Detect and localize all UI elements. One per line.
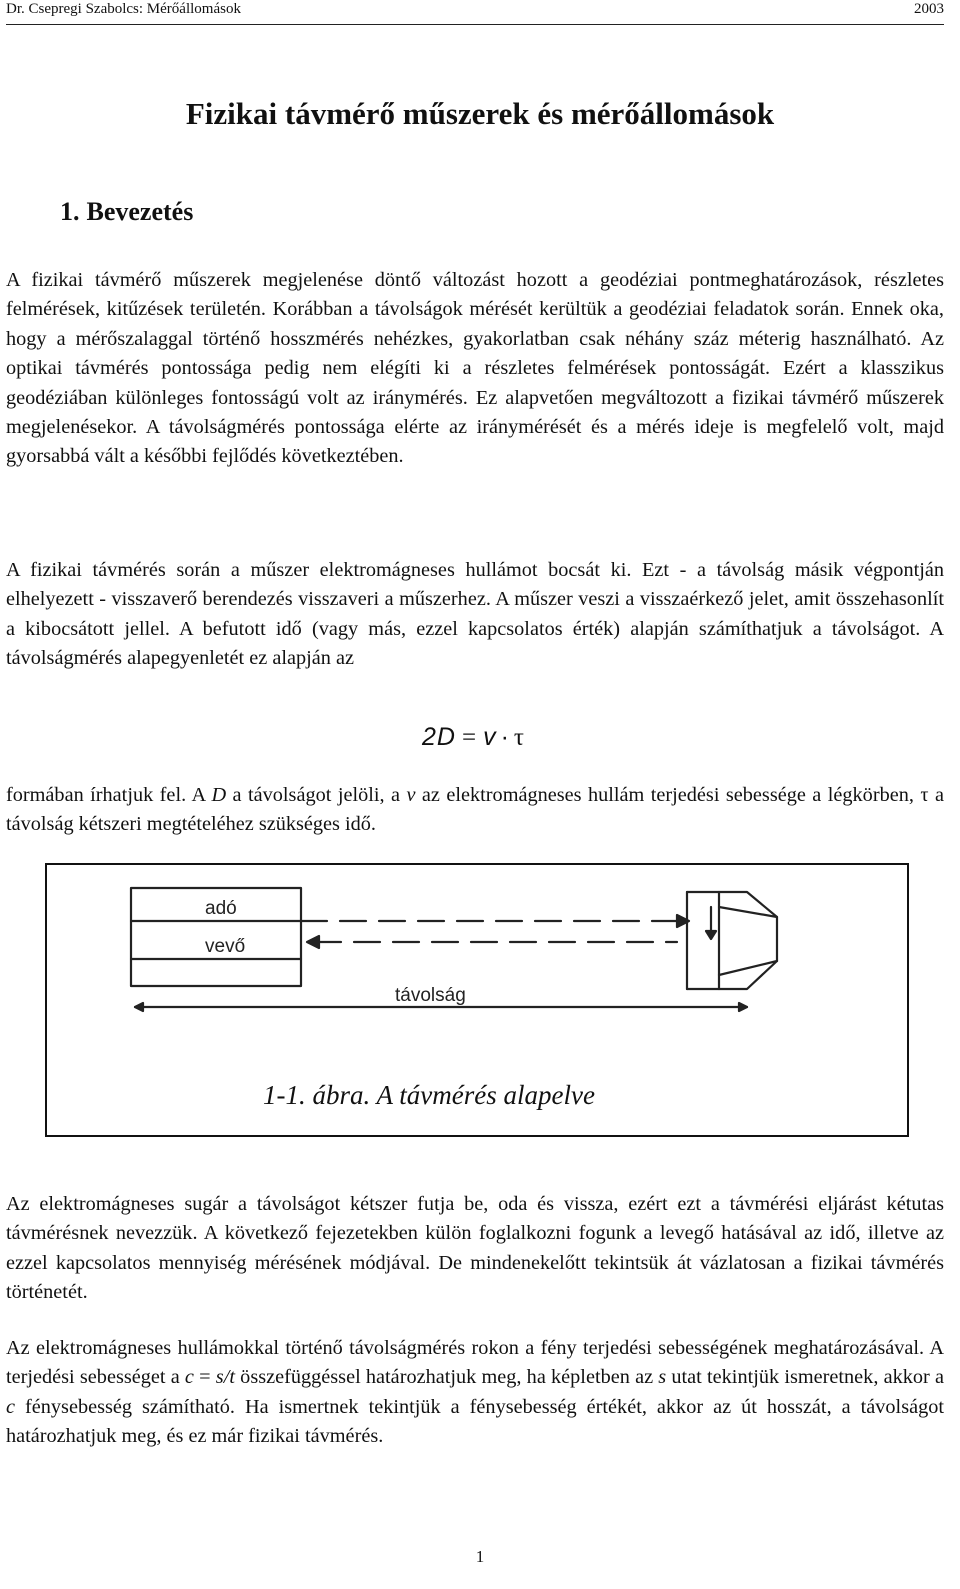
label-tavolsag: távolság: [395, 985, 466, 1006]
paragraph-principle: A fizikai távmérés során a műszer elektromágneses hullámot bocsát ki. Ezt - a távolság másik végpontján elhelyezett - visszaverő berendezés visszaveri a műszerhez. A műszer veszi a visszaérkező jelet, amit összehasonlít a kibocsátott jellel. A befutott idő (vagy más, ezzel kapcsolatos érték) alapján számíthatjuk a távolságot. A távolságmérés alapegyenletét ez alapján az: [6, 559, 944, 670]
formula-tau: τ: [513, 724, 525, 751]
formula-equals: =: [461, 724, 478, 751]
formula-dot: ·: [500, 723, 510, 751]
label-vevo: vevő: [205, 936, 246, 957]
symbol-equals: =: [193, 1366, 216, 1389]
symbol-s: s: [658, 1366, 667, 1389]
header-year: 2003: [914, 1, 944, 17]
symbol-c: c: [6, 1395, 16, 1418]
symbol-v: v: [406, 784, 416, 806]
paragraph-two-way: Az elektromágneses sugár a távolságot kétszer futja be, oda és vissza, ezért ezt a távmérési eljárást kétutas távmérésnek nevezzük. A következő fejezetekben külön foglalkozni fogunk a levegő hatásával az idő, illetve az ezzel kapcsolatos mennyiség mérésének módjával. De mindenekelőtt tekintsük át vázlatosan a fizikai távmérés történetét.: [6, 1193, 944, 1304]
text-run: Az elektromágneses hullámokkal történő távolságmérés rokon a fény terjedési sebességének meghatározásával. A terjedési sebességet a: [6, 1337, 944, 1389]
formula-v: v: [483, 723, 497, 751]
label-ado: adó: [205, 898, 237, 919]
text-run: fénysebesség számítható. Ha ismertnek tekintjük a fénysebesség értékét, akkor az út hosszát, a távolságot határozhatjuk meg, és ez már fizikai távmérés.: [6, 1395, 944, 1448]
paragraph-intro: A fizikai távmérő műszerek megjelenése döntő változást hozott a geodéziai pontmeghatározások, részletes felmérések, kitűzések területén. Korábban a távolságok mérését kerültük a geodéziai feladatok során. Ennek oka, hogy a mérőszalaggal történő hosszmérés nehézkes, gyakorlatban csak néhány száz méterig használható. Az optikai távmérés pontossága pedig nem elégíti ki a részletes felmérések pontosságát. Ezért a klasszikus geodéziában különleges fontosságú volt az iránymérés. Ez alapvetően megváltozott a fizikai távmérő műszerek megjelenésekor. A távolságmérés pontossága elérte az iránymérését és a mérés ideje is megfelelő volt, majd gyorsabbá vált a későbbi fejlődés következtében.: [6, 269, 944, 468]
symbol-d: D: [211, 784, 227, 806]
text-run: a távolságot jelöli, a: [226, 784, 407, 806]
page-number: 1: [475, 1547, 485, 1566]
page-header: [6, 0, 944, 25]
paragraph-formula-explanation: [6, 781, 944, 840]
text-run: a távolság kétszeri megtételéhez szükséges idő.: [6, 784, 944, 836]
distance-equation: [422, 723, 525, 752]
symbol-c: c: [184, 1366, 194, 1389]
document-title: Fizikai távmérő műszerek és mérőállomások: [185, 96, 775, 131]
paragraph-light-speed: [6, 1334, 944, 1452]
formula-lhs: 2D: [422, 723, 456, 751]
text-run: összefüggéssel határozhatjuk meg, ha képletben az: [234, 1366, 659, 1389]
symbol-tau: τ: [920, 784, 929, 806]
section-heading: [60, 197, 193, 227]
reflector-prism: [687, 892, 777, 989]
text-run: utat tekintjük ismeretnek, akkor a: [666, 1366, 944, 1389]
header-author: Dr. Csepregi Szabolcs: Mérőállomások: [6, 1, 241, 17]
symbol-s-over-t: s/t: [215, 1366, 235, 1389]
text-run: formában írhatjuk fel. A: [6, 784, 212, 806]
figure-caption: 1-1. ábra. A távmérés alapelve: [263, 1080, 595, 1110]
section-number: 1.: [60, 197, 80, 226]
section-title: Bevezetés: [86, 197, 194, 226]
text-run: az elektromágneses hullám terjedési sebessége a légkörben,: [415, 784, 921, 806]
